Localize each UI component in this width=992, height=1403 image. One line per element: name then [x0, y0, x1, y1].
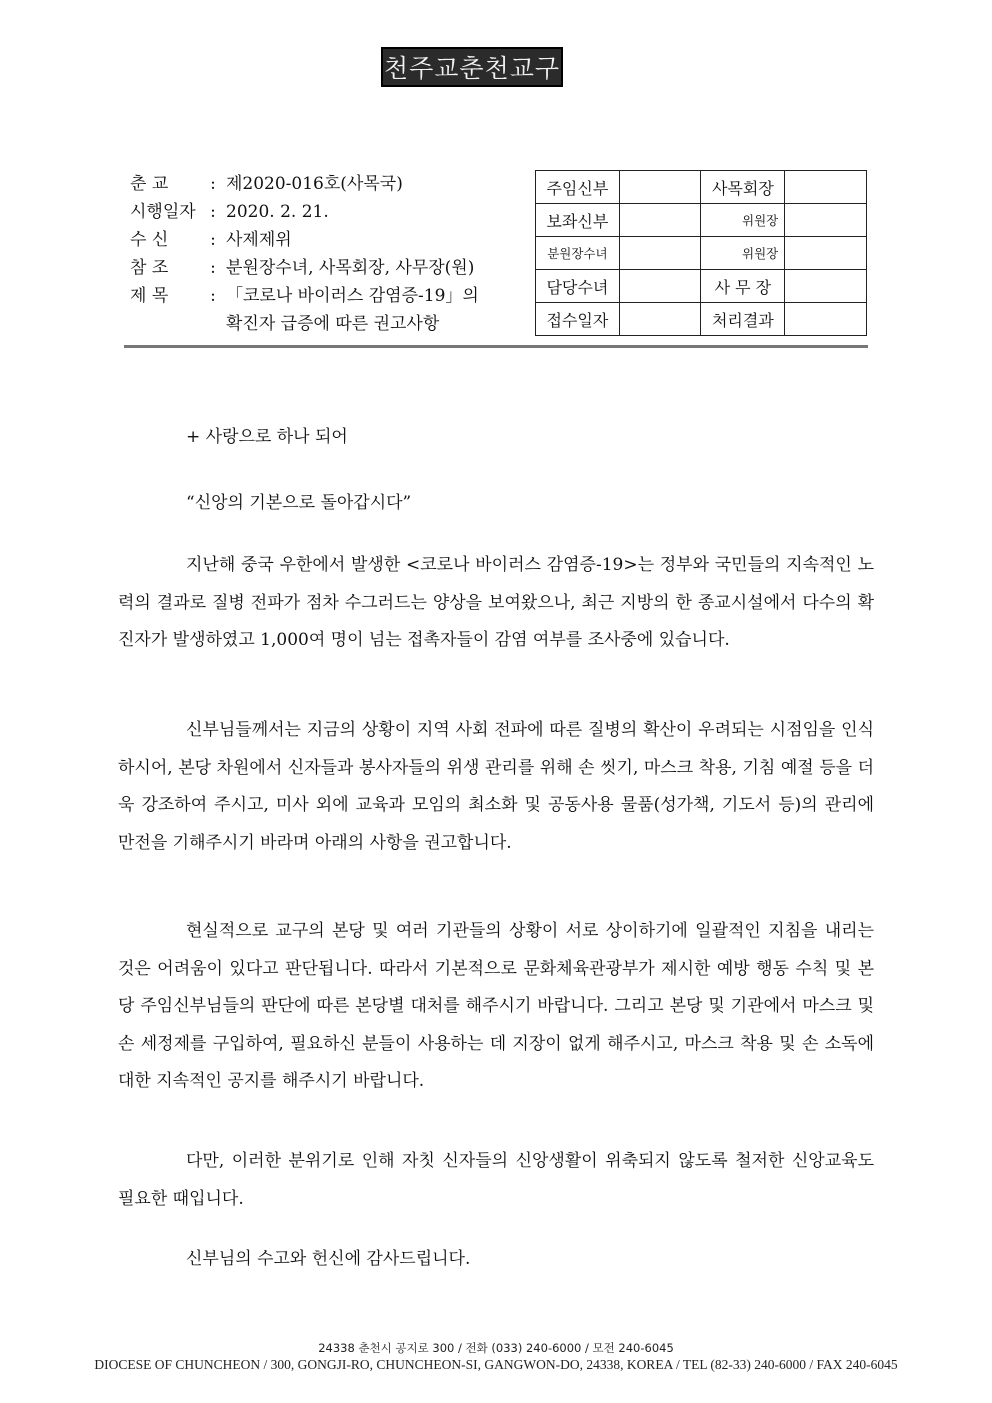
approval-label: 위원장 [701, 204, 785, 237]
meta-value: 분원장수녀, 사목회장, 사무장(원) [226, 258, 475, 278]
meta-value: 사제제위 [226, 230, 292, 250]
diocese-logo: 천주교춘천교구 [381, 47, 563, 87]
approval-row [536, 171, 867, 204]
approval-label: 주임신부 [536, 171, 620, 204]
meta-value: 제2020-016호(사목국) [226, 174, 403, 194]
approval-label: 처리결과 [701, 303, 785, 336]
approval-sign-cell [785, 270, 867, 303]
document-meta [130, 170, 479, 338]
approval-sign-cell [619, 303, 701, 336]
meta-row-doc-number [130, 170, 479, 198]
meta-label: 제 목 [130, 286, 169, 306]
paragraph-1 [118, 547, 874, 660]
meta-colon: : [210, 202, 216, 222]
paragraph-3 [118, 913, 874, 1101]
subject-line-2: 확진자 급증에 따른 권고사항 [226, 314, 440, 334]
paragraph-2 [118, 712, 874, 862]
approval-label: 위원장 [701, 237, 785, 270]
approval-row [536, 204, 867, 237]
approval-sign-cell [785, 171, 867, 204]
approval-label: 보좌신부 [536, 204, 620, 237]
meta-row-subject [130, 282, 479, 310]
paragraph-text: 지난해 중국 우한에서 발생한 <코로나 바이러스 감염증-19>는 정부와 국민들의 지속적인 노력의 결과로 질병 전파가 점차 수그러드는 양상을 보여왔으나, 최근 지방의 한 종교시설에서 다수의 확진자가 발생하였고 1,000여 명이 넘는 접촉자들이 감염 여부를 조사중에 있습니다. [118, 555, 874, 650]
approval-sign-cell [785, 303, 867, 336]
paragraph-text: 현실적으로 교구의 본당 및 여러 기관들의 상황이 서로 상이하기에 일괄적인 지침을 내리는 것은 어려움이 있다고 판단됩니다. 따라서 기본적으로 문화체육관광부가 제시한 예방 행동 수칙 및 본당 주임신부님들의 판단에 따른 본당별 대처를 해주시기 바랍니다. 그리고 본당 및 기관에서 마스크 및 손 세정제를 구입하여, 필요하신 분들이 사용하는 데 지장이 없게 해주시고, 마스크 착용 및 손 소독에 대한 지속적인 공지를 해주시기 바랍니다. [118, 921, 874, 1091]
header-divider [124, 345, 868, 348]
meta-value: 「코로나 바이러스 감염증-19」의 [226, 286, 479, 306]
meta-row-recipient [130, 226, 479, 254]
approval-sign-cell [619, 237, 701, 270]
approval-row [536, 237, 867, 270]
paragraph-5 [118, 1241, 874, 1279]
approval-label: 담당수녀 [536, 270, 620, 303]
paragraph-text: 신부님의 수고와 헌신에 감사드립니다. [186, 1249, 471, 1269]
paragraph-text: 신부님들께서는 지금의 상황이 지역 사회 전파에 따른 질병의 확산이 우려되는 시점임을 인식하시어, 본당 차원에서 신자들과 봉사자들의 위생 관리를 위해 손 씻기, 마스크 착용, 기침 예절 등을 더욱 강조하여 주시고, 미사 외에 교육과 모임의 최소화 및 공동사용 물품(성가책, 기도서 등)의 관리에 만전을 기해주시기 바라며 아래의 사항을 권고합니다. [118, 720, 874, 853]
meta-colon: : [210, 258, 216, 278]
meta-row-date [130, 198, 479, 226]
approval-label: 분원장수녀 [536, 237, 620, 270]
footer-address-en: DIOCESE OF CHUNCHEON / 300, GONGJI-RO, CHUNCHEON-SI, GANGWON-DO, 24338, KOREA / TEL (82-33) 240-6000 / FAX 240-6045 [94, 1357, 898, 1372]
approval-sign-cell [619, 204, 701, 237]
approval-sign-cell [785, 204, 867, 237]
approval-label: 접수일자 [536, 303, 620, 336]
approval-table [535, 170, 867, 336]
meta-label: 수 신 [130, 230, 169, 250]
approval-sign-cell [785, 237, 867, 270]
approval-row [536, 270, 867, 303]
meta-row-reference [130, 254, 479, 282]
meta-label: 시행일자 [130, 202, 196, 222]
meta-colon: : [210, 174, 216, 194]
meta-value: 2020. 2. 21. [226, 202, 329, 222]
footer-address-ko: 24338 춘천시 공지로 300 / 전화 (033) 240-6000 / 모전 240-6045 [318, 1341, 674, 1355]
meta-colon: : [210, 286, 216, 306]
approval-sign-cell [619, 171, 701, 204]
meta-label: 참 조 [130, 258, 169, 278]
meta-label: 춘 교 [130, 174, 169, 194]
approval-row [536, 303, 867, 336]
paragraph-4 [118, 1143, 874, 1218]
meta-colon: : [210, 230, 216, 250]
approval-sign-cell [619, 270, 701, 303]
approval-label: 사 무 장 [701, 270, 785, 303]
paragraph-text: 다만, 이러한 분위기로 인해 자칫 신자들의 신앙생활이 위축되지 않도록 철저한 신앙교육도 필요한 때입니다. [118, 1151, 874, 1209]
greeting: + 사랑으로 하나 되어 [186, 427, 348, 447]
motto: “신앙의 기본으로 돌아갑시다” [186, 493, 412, 513]
approval-label: 사목회장 [701, 171, 785, 204]
